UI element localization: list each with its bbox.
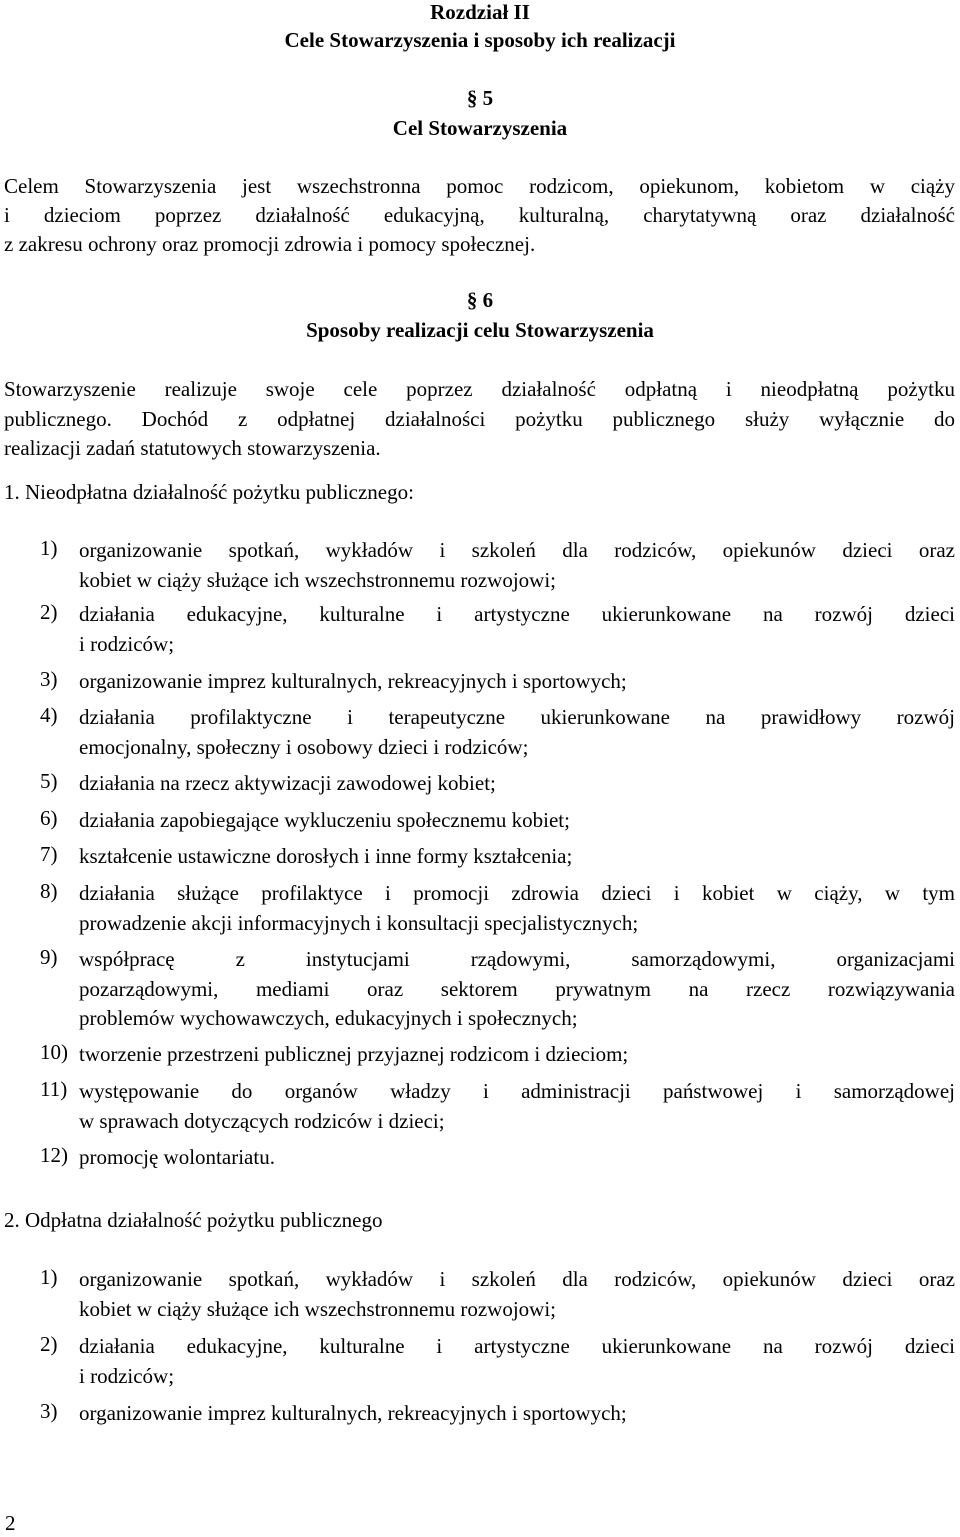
paragraph-line: realizacji zadań statutowych stowarzyszenia. [4,436,381,460]
list-item-text [79,600,955,659]
list-item-line: organizowanie spotkań, wykładów i szkoleń dla rodziców, opiekunów dzieci oraz [79,1267,955,1291]
paragraph-line: i dzieciom poprzez działalność edukacyjną, kulturalną, charytatywną oraz działalność [4,203,955,227]
paragraph-line: publicznego. Dochód z odpłatnej działalności pożytku publicznego służy wyłącznie do [4,407,955,431]
list-item-number: 8) [40,879,58,903]
chapter-subtitle: Cele Stowarzyszenia i sposoby ich realizacji [284,28,676,52]
list-item-number: 6) [40,806,58,830]
list-item-line: kształcenie ustawiczne dorosłych i inne formy kształcenia; [79,844,573,868]
paragraph-line: Stowarzyszenie realizuje swoje cele poprzez działalność odpłatną i nieodpłatną pożytku [4,377,955,401]
list-item-line: emocjonalny, społeczny i osobowy dzieci i rodziców; [79,734,529,759]
paragraph-line: Celem Stowarzyszenia jest wszechstronna pomoc rodzicom, opiekunom, kobietom w ciąży [4,174,955,198]
list-item-number: 2) [40,1332,58,1356]
list-item-line: kobiet w ciąży służące ich wszechstronnemu rozwojowi; [79,567,557,592]
list-item-number: 4) [40,703,58,727]
list-item-number: 1) [40,536,58,560]
list-item-line: organizowanie spotkań, wykładów i szkoleń dla rodziców, opiekunów dzieci oraz [79,538,955,562]
list-item-number: 7) [40,842,58,866]
list-item-line: promocję wolontariatu. [79,1145,275,1169]
part-2-heading: 2. Odpłatna działalność pożytku publicznego [4,1208,383,1232]
chapter-title: Rozdział II [430,0,530,24]
list-item-number: 1) [40,1265,58,1289]
list-item-line: występowanie do organów władzy i administracji państwowej i samorządowej [79,1079,955,1103]
section-5-title: Cel Stowarzyszenia [392,116,568,140]
list-item-line: tworzenie przestrzeni publicznej przyjaznej rodzicom i dzieciom; [79,1042,629,1066]
list-item-text [79,667,955,697]
list-item-line: organizowanie imprez kulturalnych, rekreacyjnych i sportowych; [79,1401,627,1425]
list-item-line: działania edukacyjne, kulturalne i artystyczne ukierunkowane na rozwój dzieci [79,1334,955,1358]
list-item-line: działania na rzecz aktywizacji zawodowej kobiet; [79,771,496,795]
list-item-text [79,536,955,595]
list-item-line: współpracę z instytucjami rządowymi, samorządowymi, organizacjami [79,947,955,971]
list-item-text [79,1265,955,1324]
list-item-text [79,1040,955,1070]
list-item-text [79,806,955,836]
list-item-line: działania edukacyjne, kulturalne i artystyczne ukierunkowane na rozwój dzieci [79,602,955,626]
list-item-number: 3) [40,667,58,691]
list-item-text [79,842,955,872]
page-number: 2 [5,1511,16,1535]
list-item-line: kobiet w ciąży służące ich wszechstronnemu rozwojowi; [79,1296,557,1321]
list-item-number: 3) [40,1399,58,1423]
list-item-number: 9) [40,945,58,969]
list-item-line: i rodziców; [79,1363,175,1388]
list-item-text [79,1399,955,1429]
list-item-text [79,769,955,799]
list-item-line: działania służące profilaktyce i promocji zdrowia dzieci i kobiet w ciąży, w tym [79,881,955,905]
list-item-text [79,945,955,1034]
section-6-title: Sposoby realizacji celu Stowarzyszenia [306,318,654,342]
list-item-line: prowadzenie akcji informacyjnych i konsultacji specjalistycznych; [79,910,639,935]
list-item-number: 10) [40,1040,68,1064]
list-item-line: działania profilaktyczne i terapeutyczne ukierunkowane na prawidłowy rozwój [79,705,955,729]
list-item-text [79,1332,955,1391]
paragraph-line: z zakresu ochrony oraz promocji zdrowia i pomocy społecznej. [4,232,536,256]
list-item-text [79,1143,955,1173]
list-item-line: problemów wychowawczych, edukacyjnych i społecznych; [79,1006,578,1030]
list-item-line: organizowanie imprez kulturalnych, rekreacyjnych i sportowych; [79,669,627,693]
section-5-number: § 5 [466,86,494,110]
list-item-number: 12) [40,1143,68,1167]
list-item-line: działania zapobiegające wykluczeniu społecznemu kobiet; [79,808,570,832]
list-item-text [79,703,955,762]
list-item-line: i rodziców; [79,631,175,656]
list-item-number: 5) [40,769,58,793]
list-item-number: 2) [40,600,58,624]
list-item-text [79,1077,955,1136]
list-item-line: w sprawach dotyczących rodziców i dzieci; [79,1108,445,1133]
list-item-text [79,879,955,938]
section-6-number: § 6 [466,288,494,312]
part-1-heading: 1. Nieodpłatna działalność pożytku publicznego: [4,480,414,504]
list-item-line: pozarządowymi, mediami oraz sektorem prywatnym na rzecz rozwiązywania [79,976,955,1001]
list-item-number: 11) [40,1077,68,1101]
